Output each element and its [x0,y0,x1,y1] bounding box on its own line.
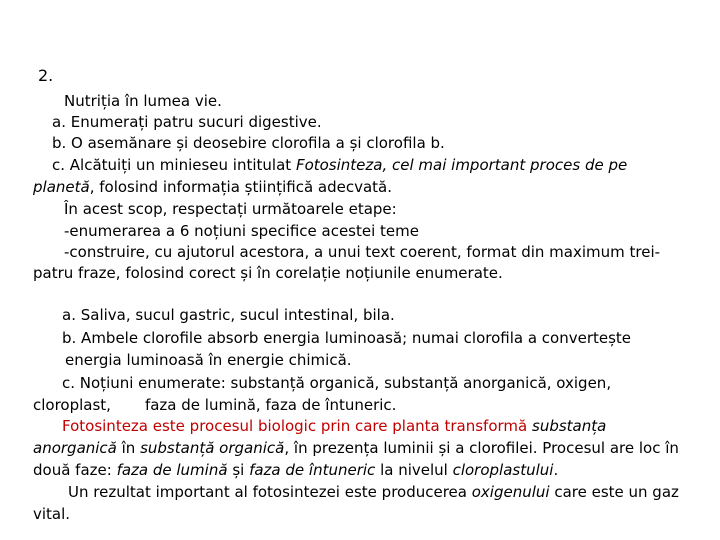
essay-line-3 [33,461,558,479]
answer-a: a. Saliva, sucul gastric, sucul intestinal, bila. [62,306,395,324]
task-a: a. Enumerați patru sucuri digestive. [52,113,322,131]
answer-c-line-2 [33,396,396,414]
exercise-title: Nutriția în lumea vie. [64,92,222,110]
essay-line-5: vital. [33,505,71,523]
exercise-number: 2. [38,66,54,85]
essay-text: în [116,439,141,457]
essay-subject: Fotosinteza este procesul biologic prin care planta transformă [62,417,532,435]
answer-c-word: cloroplast, [33,396,111,414]
essay-term: anorganică [33,439,117,457]
essay-text: două faze: [33,461,117,479]
essay-title-part-1: Fotosinteza, cel mai important proces de pe [295,156,628,174]
task-c-line-1 [52,156,627,174]
essay-term: oxigenului [471,483,550,501]
steps-intro: În acest scop, respectați următoarele etape: [64,200,397,218]
essay-text: care este un gaz [549,483,679,501]
task-c-text-2: , folosind informația științifică adecvată. [89,178,393,196]
essay-term: faza de întuneric [249,461,376,479]
step-2-line-1: -construire, cu ajutorul acestora, a unui text coerent, format din maximum trei- [64,243,661,261]
step-2-line-2: patru fraze, folosind corect și în corelație noțiunile enumerate. [33,264,503,282]
essay-text: și [227,461,250,479]
answer-c-phases: faza de lumină, faza de întuneric. [144,396,397,414]
essay-term: substanță organică [140,439,285,457]
essay-term: faza de lumină [116,461,228,479]
essay-term: substanța [532,417,607,435]
task-c-text: c. Alcătuiți un minieseu intitulat [52,156,296,174]
answer-c-line-1: c. Noțiuni enumerate: substanță organică, substanță anorganică, oxigen, [62,374,612,392]
task-b: b. O asemănare și deosebire clorofila a și clorofila b. [52,134,445,152]
answer-b-line-2: energia luminoasă în energie chimică. [65,351,352,369]
essay-line-1 [62,417,606,435]
essay-term: cloroplastului [452,461,554,479]
essay-text: , în prezența luminii și a clorofilei. Procesul are loc în [284,439,679,457]
step-1: -enumerarea a 6 noțiuni specifice acestei teme [64,222,419,240]
essay-line-2 [33,439,679,457]
essay-text: . [553,461,559,479]
essay-text: la nivelul [375,461,453,479]
essay-text: Un rezultat important al fotosintezei este producerea [68,483,472,501]
essay-title-part-2: planetă [33,178,90,196]
task-c-line-2 [33,178,392,196]
essay-line-4 [68,483,679,501]
answer-b-line-1: b. Ambele clorofile absorb energia luminoasă; numai clorofila a convertește [62,329,632,347]
